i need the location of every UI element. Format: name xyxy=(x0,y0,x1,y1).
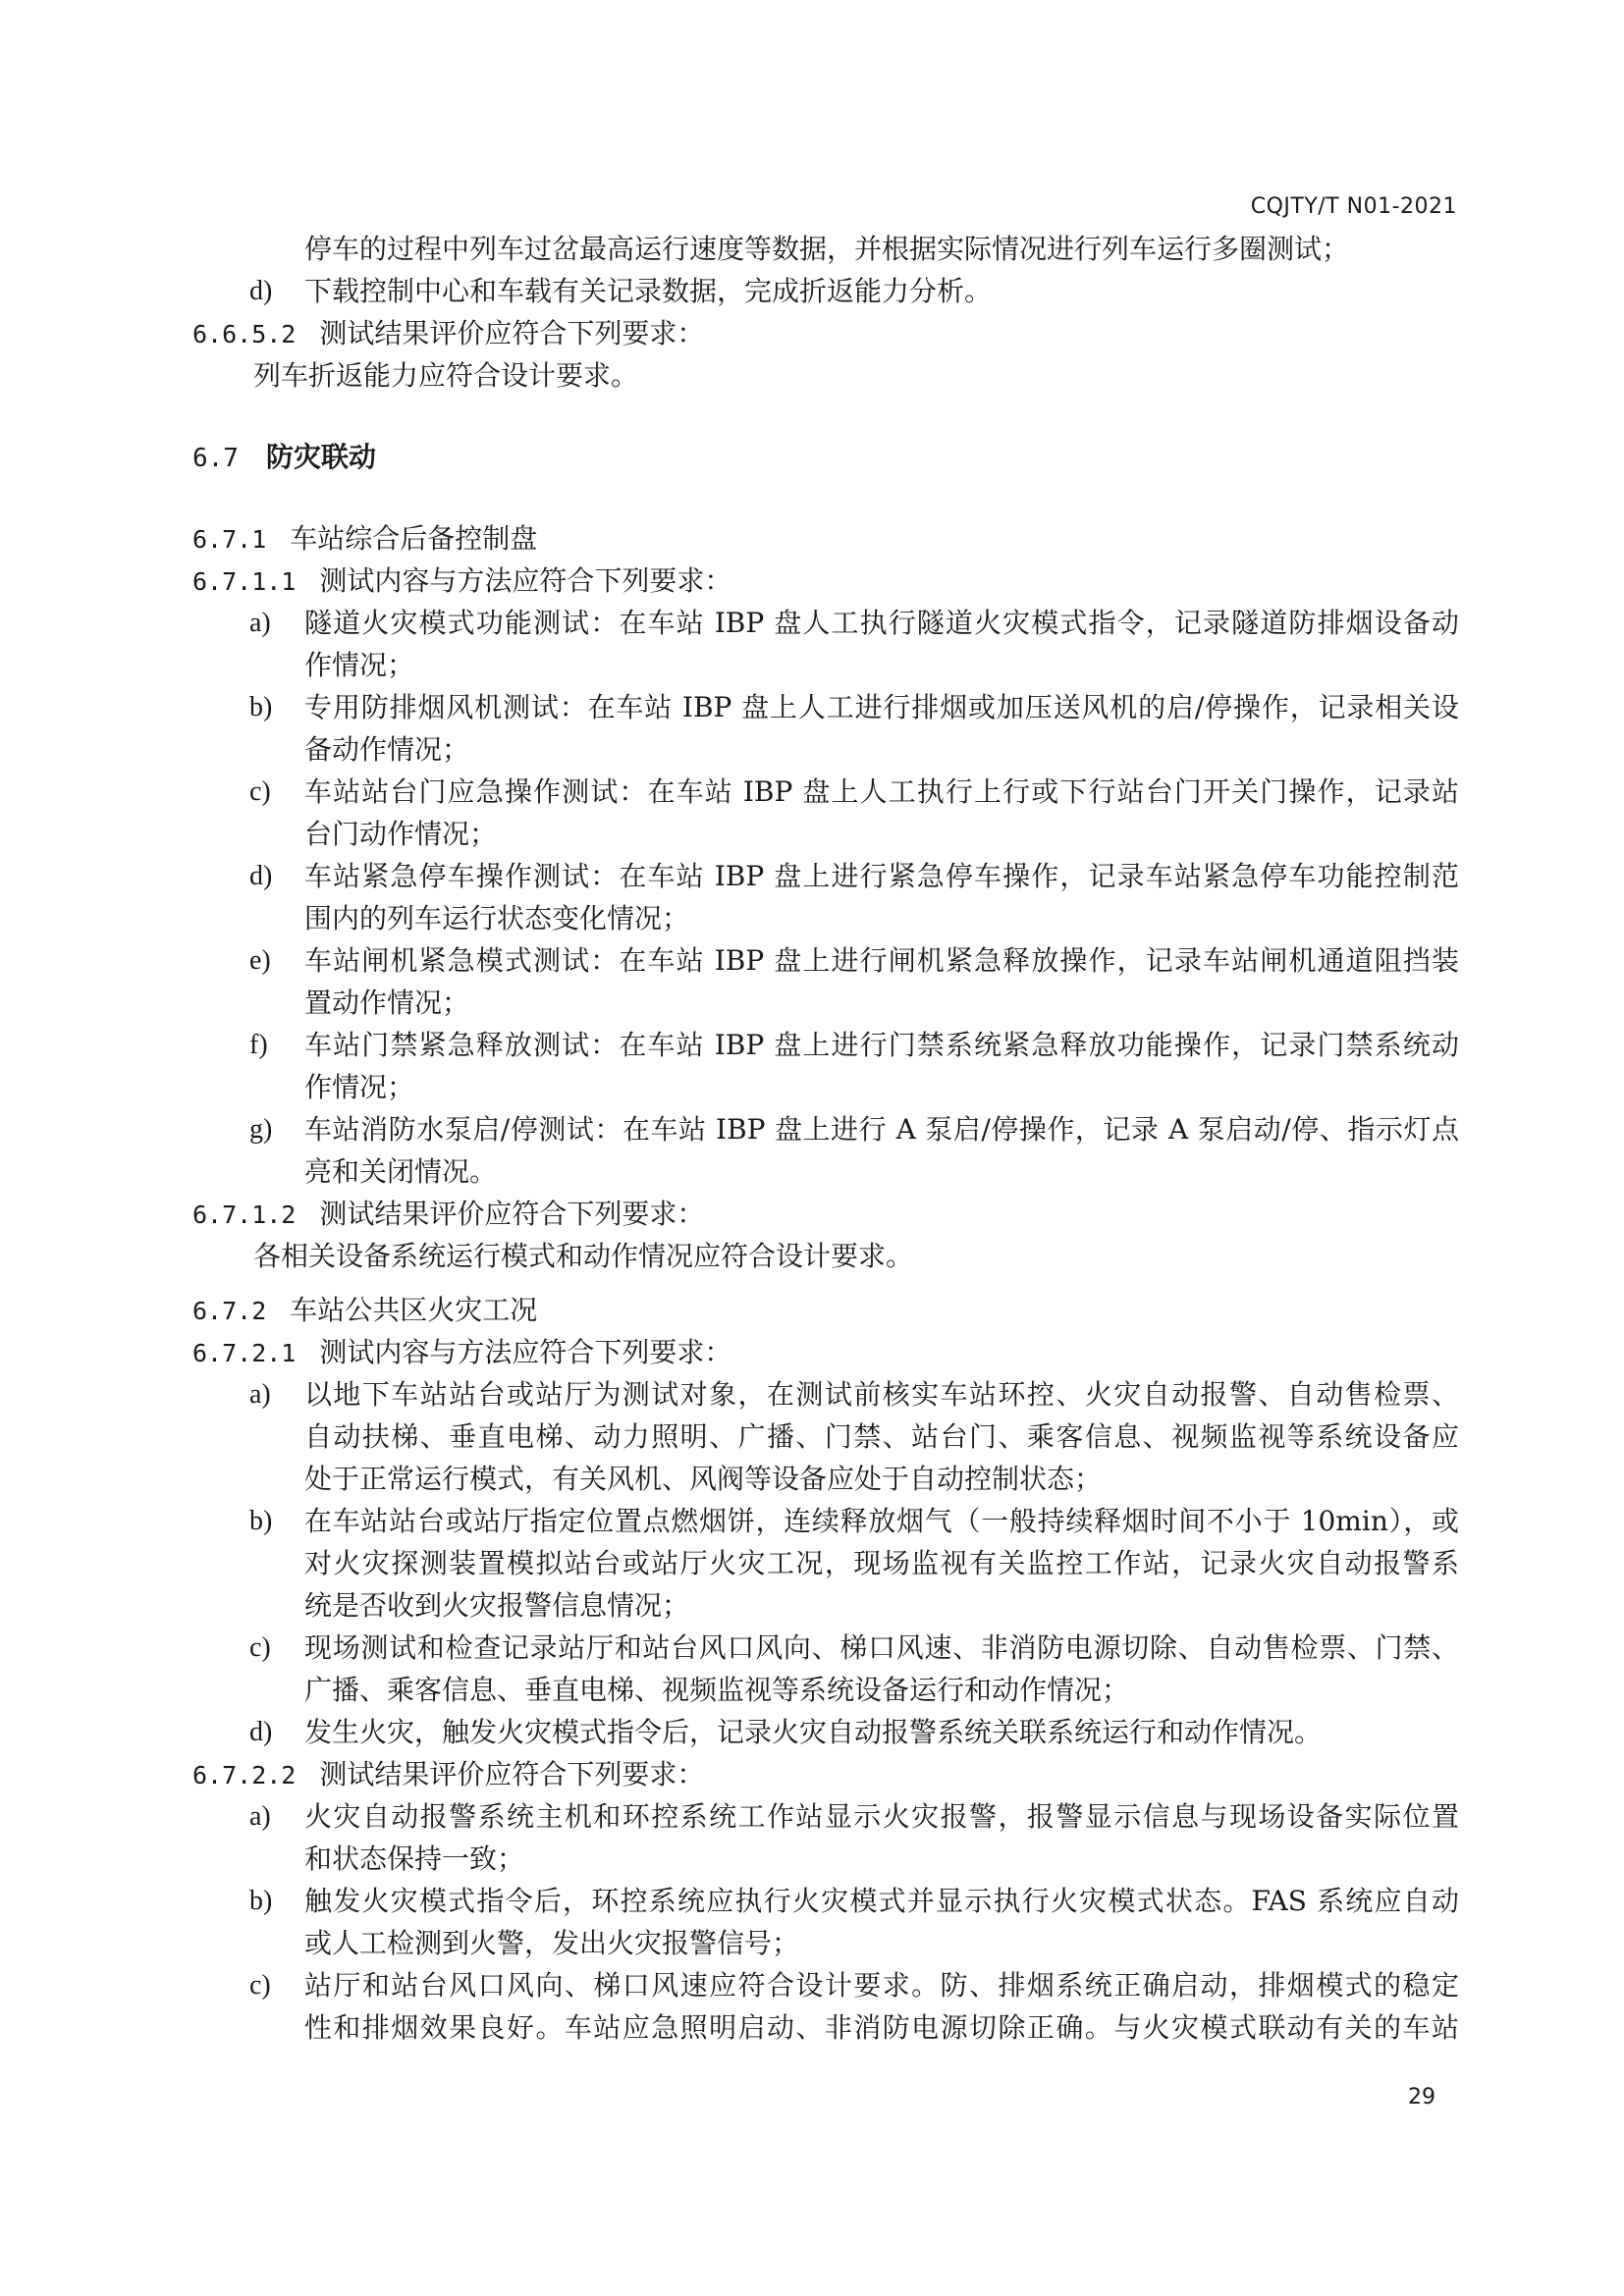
subsection-heading: 6.7.1 车站综合后备控制盘 xyxy=(192,522,538,555)
list-item: c) 站厅和站台风口风向、梯口风速应符合设计要求。防、排烟系统正确启动，排烟模式的稳定 xyxy=(192,1964,1459,2006)
list-marker: a) xyxy=(249,1379,271,1410)
list-item-continuation: 对火灾探测装置模拟站台或站厅火灾工况，现场监视有关监控工作站，记录火灾自动报警系 xyxy=(304,1547,1459,1579)
section-number: 6.7 xyxy=(192,444,239,473)
list-marker: b) xyxy=(249,692,273,722)
list-item: c) 现场测试和检查记录站厅和站台风口风向、梯口风速、非消防电源切除、自动售检票、门禁、 xyxy=(192,1627,1459,1669)
list-item: a) 以地下车站站台或站厅为测试对象，在测试前核实车站环控、火灾自动报警、自动售检票、 xyxy=(192,1373,1459,1415)
subsection-number: 6.7.2 xyxy=(192,1297,267,1325)
list-marker: b) xyxy=(249,1506,273,1536)
list-marker: d) xyxy=(249,861,273,891)
list-item: a) 火灾自动报警系统主机和环控系统工作站显示火灾报警，报警显示信息与现场设备实际位置 xyxy=(192,1795,1459,1838)
clause-heading: 6.7.2.2 测试结果评价应符合下列要求： xyxy=(192,1758,705,1790)
list-item-continuation: 台门动作情况； xyxy=(304,818,498,850)
page-number: 29 xyxy=(1408,2085,1435,2109)
list-item: b) 在车站站台或站厅指定位置点燃烟饼，连续释放烟气（一般持续释烟时间不小于 10min），或 xyxy=(192,1500,1459,1542)
list-marker: c) xyxy=(249,1632,271,1663)
page-content xyxy=(192,228,1459,2049)
list-item-continuation: 自动扶梯、垂直电梯、动力照明、广播、门禁、站台门、乘客信息、视频监视等系统设备应 xyxy=(304,1420,1459,1453)
list-marker: b) xyxy=(249,1886,273,1916)
clause-number: 6.6.5.2 xyxy=(192,320,297,348)
list-marker: e) xyxy=(249,945,271,976)
list-item-continuation: 处于正常运行模式，有关风机、风阀等设备应处于自动控制状态； xyxy=(304,1463,1103,1495)
list-marker: g) xyxy=(249,1114,273,1145)
clause-heading: 6.7.2.1 测试内容与方法应符合下列要求： xyxy=(192,1336,732,1368)
list-item-continuation: 性和排烟效果良好。车站应急照明启动、非消防电源切除正确。与火灾模式联动有关的车站 xyxy=(304,2011,1459,2044)
list-item-continuation: 亮和关闭情况。 xyxy=(304,1155,498,1188)
subsection-heading: 6.7.2 车站公共区火灾工况 xyxy=(192,1294,538,1326)
list-item: d) 下载控制中心和车载有关记录数据，完成折返能力分析。 xyxy=(192,270,1459,312)
list-item: b) 专用防排烟风机测试：在车站 IBP 盘上人工进行排烟或加压送风机的启/停操作，记录相关设 xyxy=(192,686,1459,728)
list-item: g) 车站消防水泵启/停测试：在车站 IBP 盘上进行 A 泵启/停操作，记录 A 泵启动/停、指示灯点 xyxy=(192,1108,1459,1150)
list-marker: c) xyxy=(249,1970,271,2001)
list-item-continuation: 广播、乘客信息、垂直电梯、视频监视等系统设备运行和动作情况； xyxy=(304,1674,1130,1706)
subsection-number: 6.7.1 xyxy=(192,525,267,554)
clause-heading: 6.6.5.2 测试结果评价应符合下列要求： xyxy=(192,317,705,349)
list-item-continuation: 和状态保持一致； xyxy=(304,1842,525,1875)
clause-number: 6.7.2.1 xyxy=(192,1339,297,1367)
paragraph: 各相关设备系统运行模式和动作情况应符合设计要求。 xyxy=(253,1240,914,1272)
list-marker: a) xyxy=(249,608,271,638)
clause-heading: 6.7.1.2 测试结果评价应符合下列要求： xyxy=(192,1198,705,1230)
list-item-continuation: 统是否收到火灾报警信息情况； xyxy=(304,1589,690,1622)
clause-number: 6.7.1.1 xyxy=(192,567,297,596)
clause-number: 6.7.2.2 xyxy=(192,1761,297,1789)
list-item: f) 车站门禁紧急释放测试：在车站 IBP 盘上进行门禁系统紧急释放功能操作，记录门禁系统动 xyxy=(192,1024,1459,1066)
list-item: d) 发生火灾，触发火灾模式指令后，记录火灾自动报警系统关联系统运行和动作情况。 xyxy=(192,1711,1459,1753)
list-item-continuation: 围内的列车运行状态变化情况； xyxy=(304,902,690,934)
list-item-continuation: 或人工检测到火警，发出火灾报警信号； xyxy=(304,1927,800,1959)
list-item-continuation: 停车的过程中列车过岔最高运行速度等数据，并根据实际情况进行列车运行多圈测试； xyxy=(304,233,1350,265)
list-item-continuation: 作情况； xyxy=(304,649,415,681)
list-item: b) 触发火灾模式指令后，环控系统应执行火灾模式并显示执行火灾模式状态。FAS 系统应自动 xyxy=(192,1880,1459,1922)
section-heading: 6.7 防灾联动 xyxy=(192,441,376,473)
list-item-continuation: 置动作情况； xyxy=(304,987,470,1019)
list-item: a) 隧道火灾模式功能测试：在车站 IBP 盘人工执行隧道火灾模式指令，记录隧道防排烟设备动 xyxy=(192,602,1459,644)
list-item-continuation: 作情况； xyxy=(304,1071,415,1103)
clause-heading: 6.7.1.1 测试内容与方法应符合下列要求： xyxy=(192,564,732,597)
paragraph: 列车折返能力应符合设计要求。 xyxy=(253,359,639,392)
clause-number: 6.7.1.2 xyxy=(192,1201,297,1229)
list-item-continuation: 备动作情况； xyxy=(304,733,470,766)
list-marker: d) xyxy=(249,1717,273,1747)
list-item: e) 车站闸机紧急模式测试：在车站 IBP 盘上进行闸机紧急释放操作，记录车站闸机通道阻挡装 xyxy=(192,939,1459,982)
list-item: c) 车站站台门应急操作测试：在车站 IBP 盘上人工执行上行或下行站台门开关门操作，记录站 xyxy=(192,771,1459,813)
list-marker: c) xyxy=(249,776,271,807)
list-marker: a) xyxy=(249,1801,271,1832)
list-marker: d) xyxy=(249,276,273,306)
list-item: d) 车站紧急停车操作测试：在车站 IBP 盘上进行紧急停车操作，记录车站紧急停车功能控制范 xyxy=(192,855,1459,897)
list-marker: f) xyxy=(249,1030,268,1060)
standard-code: CQJTY/T N01-2021 xyxy=(1250,194,1457,219)
